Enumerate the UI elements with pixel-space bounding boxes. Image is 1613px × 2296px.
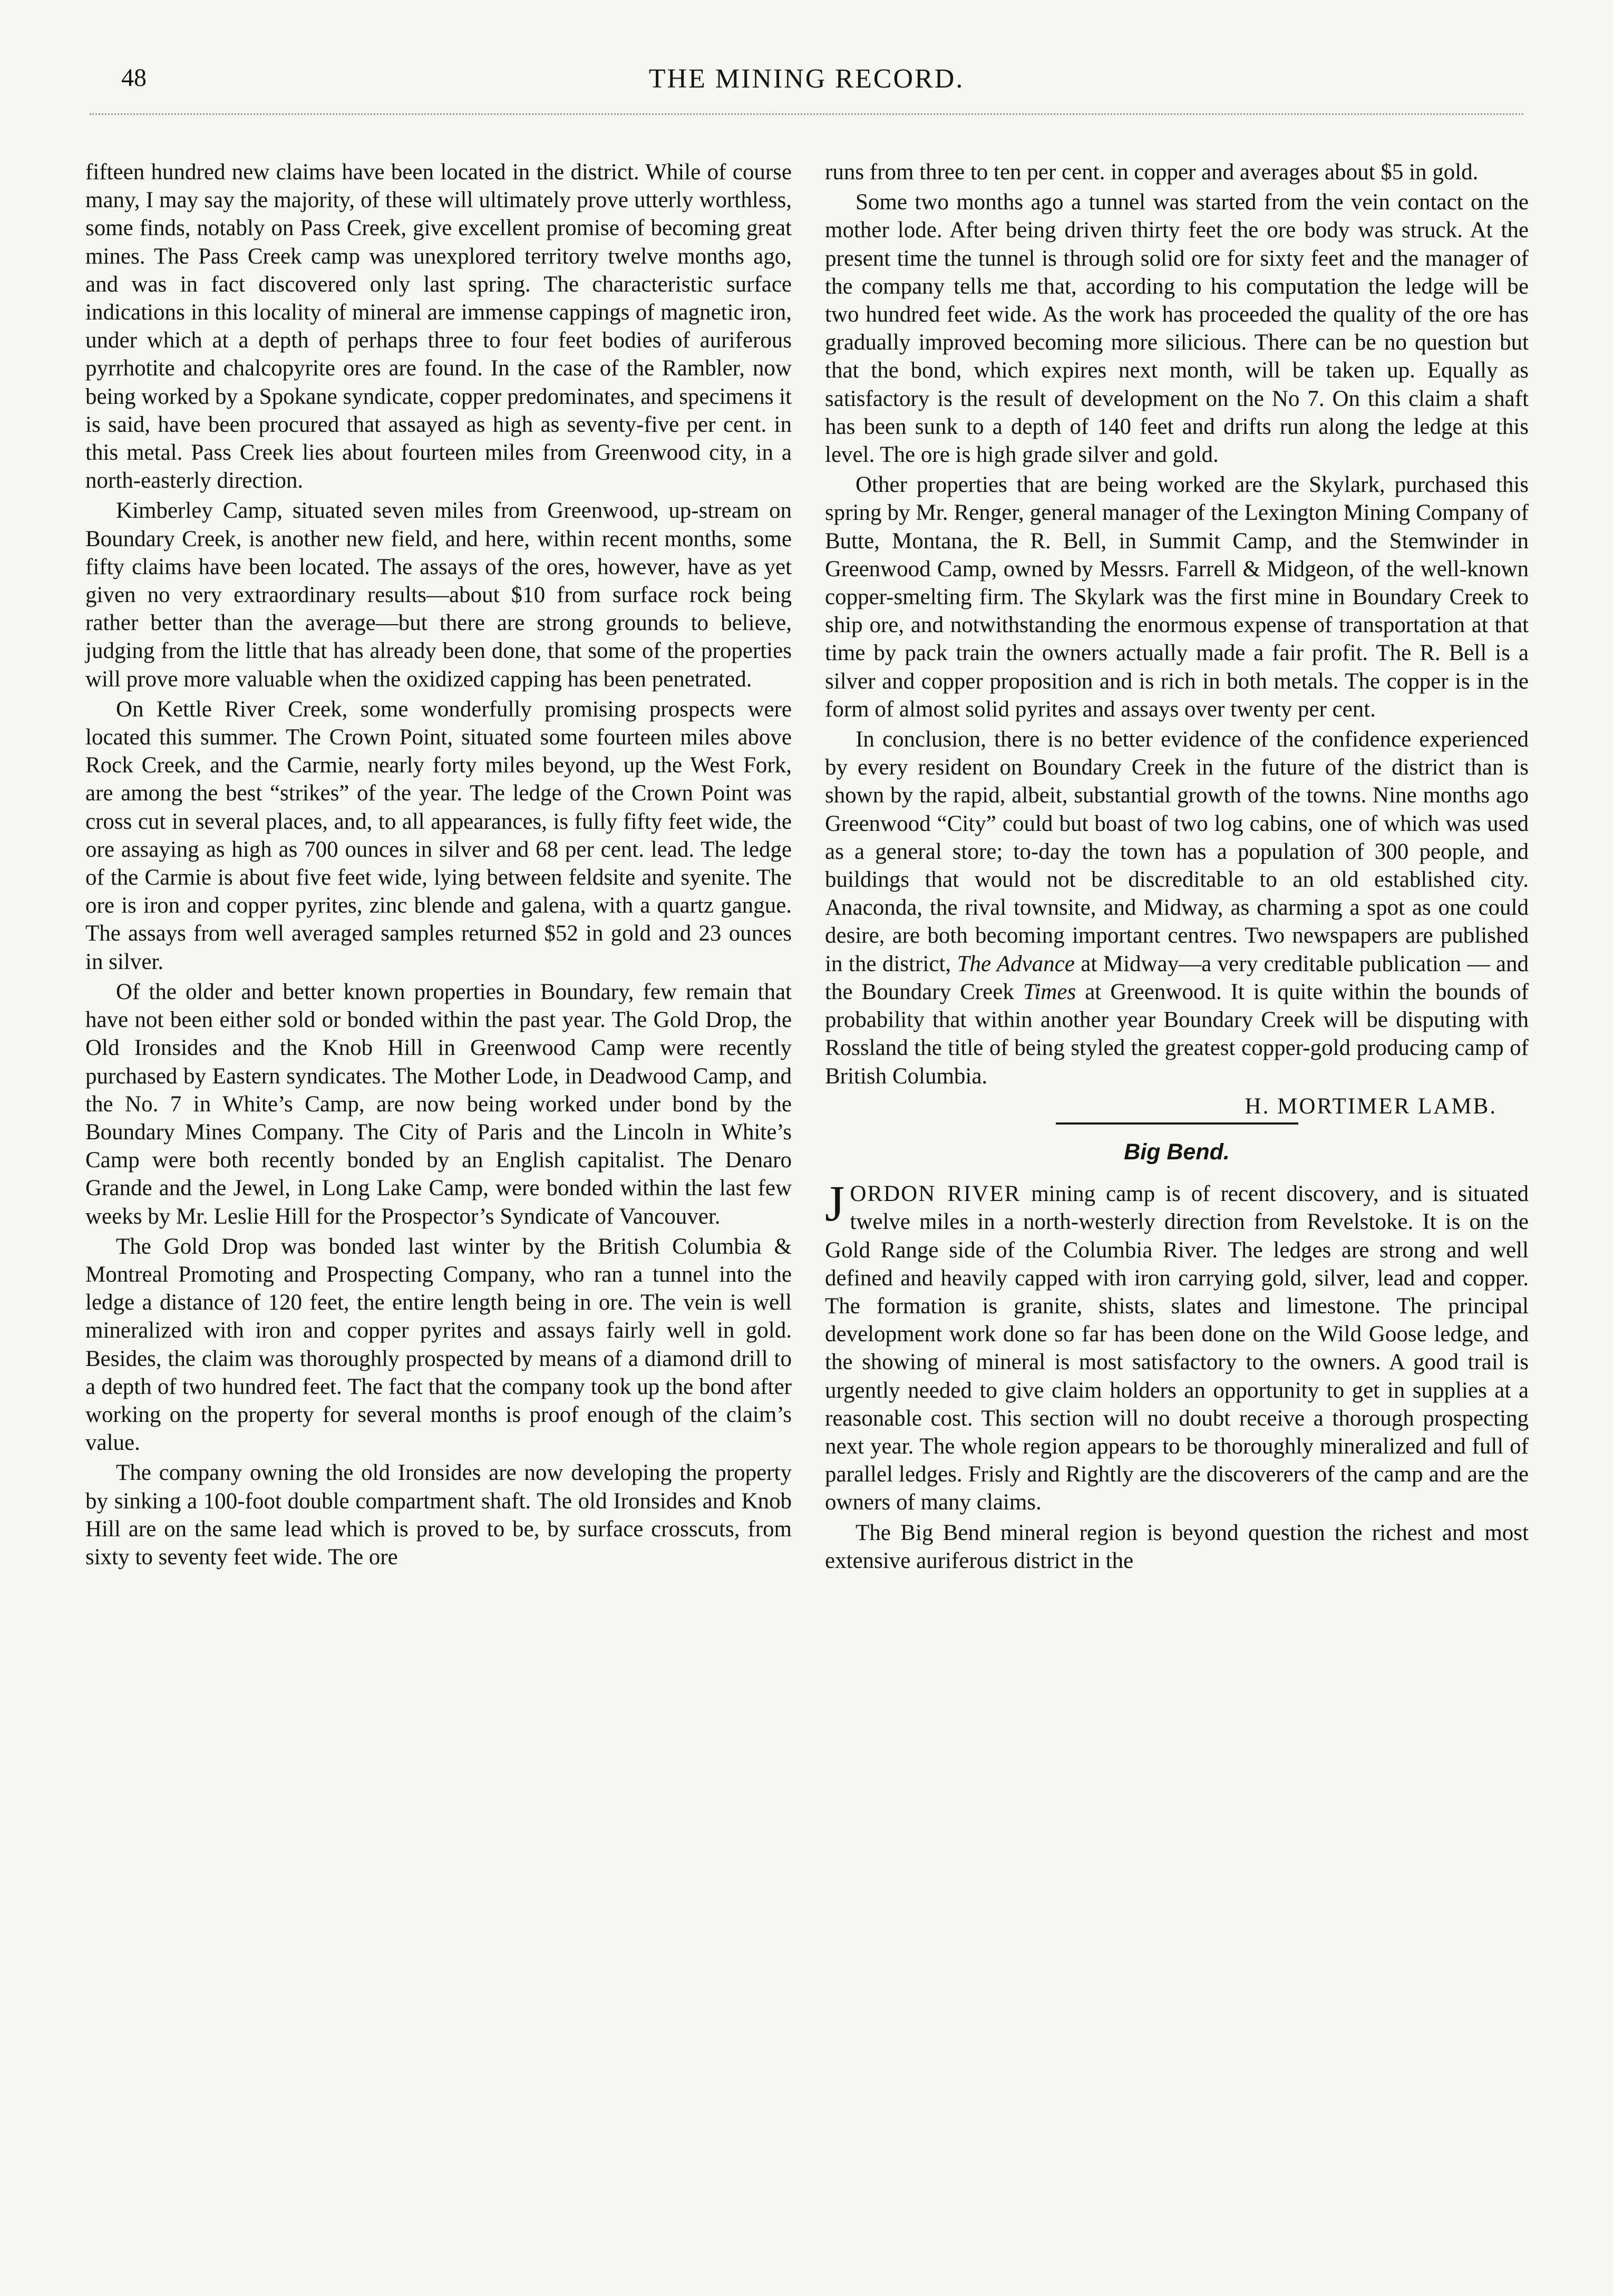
section-rule (1056, 1122, 1298, 1125)
text-run: at Greenwood. It is quite within the bounds of probability that within another year Boundary Creek will be disputing with Rossland the title of being styled the greatest copper-gold producing camp of British Columbia. (825, 979, 1529, 1089)
page-header (0, 63, 1613, 105)
running-title: THE MINING RECORD. (648, 64, 965, 94)
paragraph: runs from three to ten per cent. in copper and averages about $5 in gold. (825, 160, 1479, 185)
author-signature: H. MORTIMER LAMB. (1245, 1093, 1497, 1119)
paragraph: The company owning the old Ironsides are now developing the property by sinking a 100-foot double compartment shaft. The old Ironsides and Knob Hill are on the same lead which is proved to be, by surface crosscuts, from sixty to seventy feet wide. The ore (85, 1460, 792, 1570)
text-run: at Midway—a very creditable publication — and the Boundary Creek (825, 951, 1529, 1004)
paragraph: Some two months ago a tunnel was started from the vein contact on the mother lode. After being driven thirty feet the ore body was struck. At the present time the tunnel is through solid ore for sixty feet and the manager of the company tells me that, according to his computation the ledge will be two hundred feet wide. As the work has proceeded the quality of the ore has gradually improved becoming more silicious. There can be no question but that the bond, which expires next month, will be taken up. Equally as satisfactory is the result of development on the No 7. On this claim a shaft has been sunk to a depth of 140 feet and drifts run along the ledge at this level. The ore is high grade silver and gold. (825, 190, 1529, 468)
text-run: mining camp is of recent discovery, and is situated twelve miles in a north-westerly direction from Revelstoke. It is on the Gold Range side of the Columbia River. The ledges are strong and well defined and heavily capped with iron carrying gold, silver, lead and copper. The formation is granite, shists, slates and limestone. The principal development work done so far has been done on the Wild Goose ledge, and the showing of mineral is most satisfactory to the owners. A good trail is urgently needed to give claim holders an opportunity to get in supplies at a reasonable cost. This section will no doubt receive a thorough prospecting next year. The whole region appears to be thoroughly mineralized and full of parallel ledges. Frisly and Rightly are the discoverers of the camp and are the owners of many claims. (825, 1181, 1529, 1515)
left-column (85, 158, 792, 2256)
paragraph: The Big Bend mineral region is beyond question the richest and most extensive auriferous district in the (825, 1520, 1529, 1573)
paragraph: Other properties that are being worked are the Skylark, purchased this spring by Mr. Renger, general manager of the Lexington Mining Company of Butte, Montana, the R. Bell, in Summit Camp, and the Stemwinder in Greenwood Camp, owned by Messrs. Farrell & Midgeon, of the well-known copper-smelting firm. The Skylark was the first mine in Boundary Creek to ship ore, and notwithstanding the enormous expense of transportation at that time by pack train the owners actually made a fair profit. The R. Bell is a silver and copper proposition and is rich in both metals. The copper is in the form of almost solid pyrites and assays over twenty per cent. (825, 472, 1529, 722)
paragraph: fifteen hundred new claims have been located in the district. While of course many, I may say the majority, of these will ultimately prove utterly worthless, some finds, notably on Pass Creek, give excellent promise of becoming great mines. The Pass Creek camp was unexplored territory twelve months ago, and was in fact discovered only last spring. The characteristic surface indications in this locality of mineral are immense cappings of magnetic iron, under which at a depth of perhaps three to four feet bodies of auriferous pyrrhotite and chalcopyrite ores are found. In the case of the Rambler, now being worked by a Spokane syndicate, copper predominates, and specimens it is said, have been procured that assayed as high as seventy-five per cent. in this metal. Pass Creek lies about fourteen miles from Greenwood city, in a north-easterly direction. (85, 160, 792, 493)
page-number: 48 (121, 64, 147, 92)
drop-cap: J (825, 1175, 845, 1232)
paragraph: Of the older and better known properties in Boundary, few remain that have not been either sold or bonded within the past year. The Gold Drop, the Old Ironsides and the Knob Hill in Greenwood Camp were recently purchased by Eastern syndicates. The Mother Lode, in Deadwood Camp, and the No. 7 in White’s Camp, are now being worked under bond by the Boundary Mines Company. The City of Paris and the Lincoln in White’s Camp were both recently bonded by an English capitalist. The Denaro Grande and the Jewel, in Long Lake Camp, were bonded within the last few weeks by Mr. Leslie Hill for the Prospector’s Syndicate of Vancouver. (85, 979, 792, 1229)
paragraph: The Gold Drop was bonded last winter by the British Columbia & Montreal Promoting and Prospecting Company, who ran a tunnel into the ledge a distance of 120 feet, the entire length being in ore. The vein is well mineralized with iron and copper pyrites and assays fairly well in gold. Besides, the claim was thoroughly prospected by means of a diamond drill to a depth of two hundred feet. The fact that the company took up the bond after working on the property for several months is proof enough of the claim’s value. (85, 1234, 792, 1456)
paragraph: On Kettle River Creek, some wonderfully promising prospects were located this summer. The Crown Point, situated some fourteen miles above Rock Creek, and the Carmie, nearly forty miles beyond, up the West Fork, are among the best “strikes” of the year. The ledge of the Crown Point was cross cut in several places, and, to all appearances, is fully fifty feet wide, the ore assaying as high as 700 ounces in silver and 68 per cent. lead. The ledge of the Carmie is about five feet wide, lying between feldsite and syenite. The ore is iron and copper pyrites, zinc blende and galena, with a quartz gangue. The assays from well averaged samples returned $52 in gold and 23 ounces in silver. (85, 696, 792, 974)
text-run: In conclusion, there is no better evidence of the confidence experienced by every resident on Boundary Creek in the future of the district than is shown by the rapid, albeit, substantial growth of the towns. Nine months ago Greenwood “City” could but boast of two log cabins, one of which was used as a general store; to-day the town has a population of 300 people, and buildings that would not be discreditable to an old established city. Anaconda, the rival townsite, and Midway, as charming a spot as one could desire, are both becoming important centres. Two newspapers are published in the district, (825, 727, 1529, 976)
section-heading: Big Bend. (1124, 1139, 1230, 1165)
header-rule (90, 113, 1523, 115)
paragraph: Kimberley Camp, situated seven miles from Greenwood, up-stream on Boundary Creek, is another new field, and here, within recent months, some fifty claims have been located. The assays of the ores, however, have as yet given no very extraordinary results—about $10 from surface rock being rather better than the average—but there are strong grounds to believe, judging from the little that has already been done, that some of the properties will prove more valuable when the oxidized capping has been penetrated. (85, 498, 792, 692)
paragraph (825, 1175, 1529, 1516)
newspaper-title-advance: The Advance (957, 951, 1075, 976)
paragraph (825, 725, 1529, 1090)
right-column (825, 158, 1529, 2256)
newspaper-title-times: Times (1023, 979, 1076, 1004)
lead-caps: ORDON RIVER (850, 1181, 1021, 1207)
